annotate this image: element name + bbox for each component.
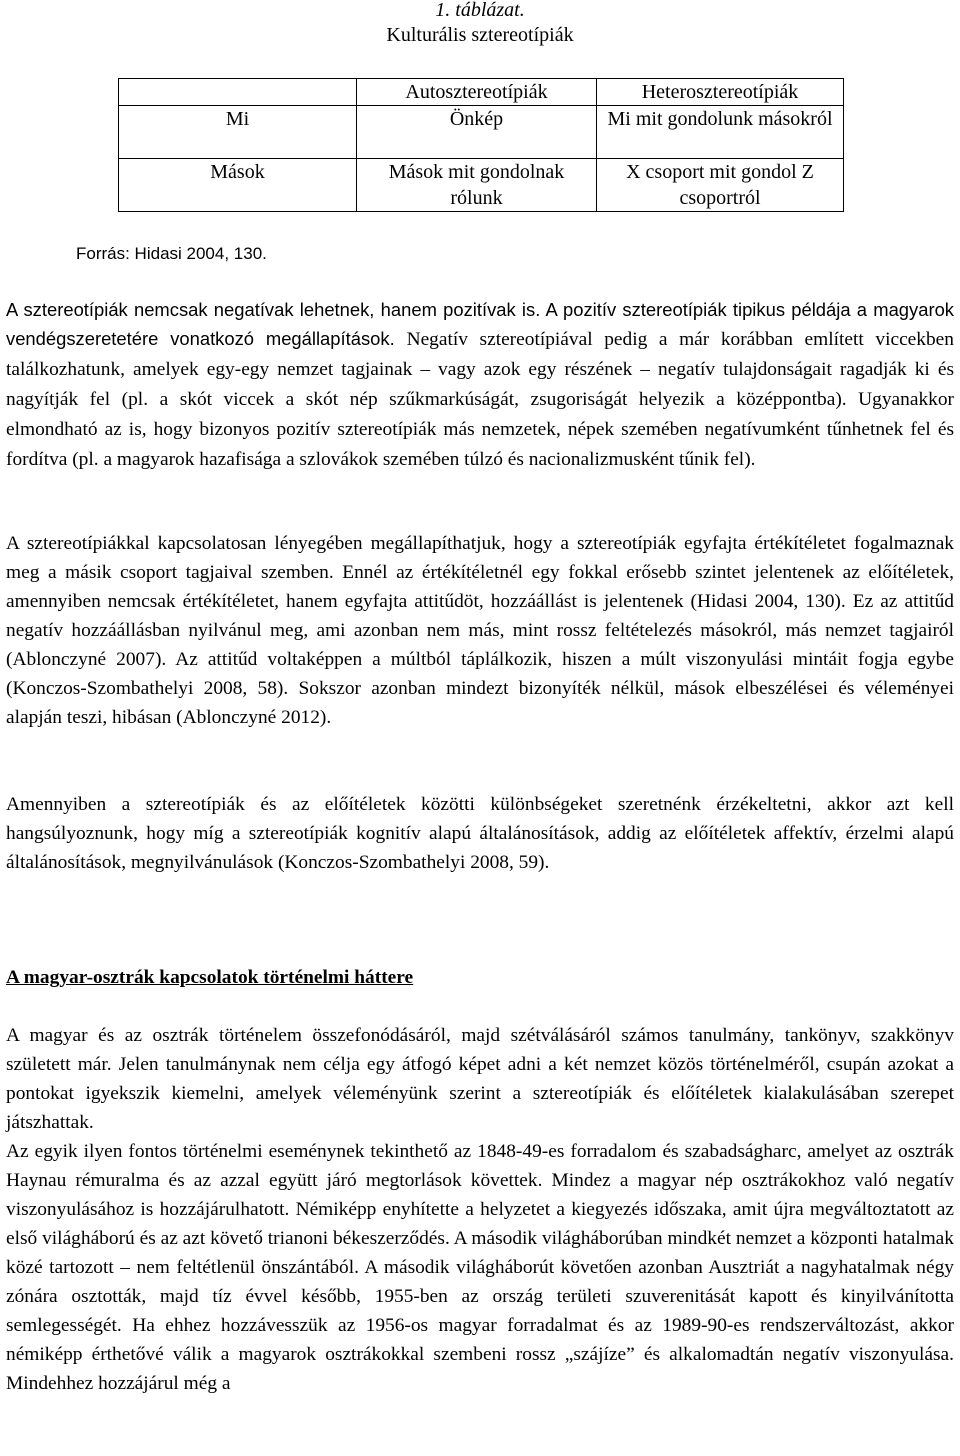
table-cell: Mi mit gondolunk másokról [597,106,844,159]
table-header-row [119,79,844,106]
table-source: Forrás: Hidasi 2004, 130. [76,244,267,263]
table-cell: Mások mit gondolnak rólunk [357,159,597,212]
section-heading: A magyar-osztrák kapcsolatok történelmi háttere [6,967,414,988]
table-row [119,106,844,159]
paragraph-2: A sztereotípiákkal kapcsolatosan lényegében megállapíthatjuk, hogy a sztereotípiák egyfajta értékítéletet fogalmaznak meg a másik csoport tagjaival szemben. Ennél az értékítéletnél egy fokkal erősebb szintet jelentenek az előítéletek, amennyiben nemcsak értékítéletet, hanem egyfajta attitűdöt, hozzáállást is jelentenek (Hidasi 2004, 130). Ez az attitűd negatív hozzáállásban nyilvánul meg, ami azonban nem más, mint rossz feltételezés másokról, más nemzet tagjairól (Ablonczyné 2007). Az attitűd voltaképpen a múltból táplálkozik, hiszen a múlt viszonyulási mintáit fogja egybe (Konczos-Szombathelyi 2008, 58). Sokszor azonban mindezt bizonyíték nélkül, mások elbeszélései és véleményei alapján teszi, hibásan (Ablonczyné 2012). [6,533,954,728]
paragraph-4: A magyar és az osztrák történelem összefonódásáról, majd szétválásáról számos tanulmány, tankönyv, szakkönyv született már. Jelen tanulmánynak nem célja egy átfogó képet adni a két nemzet közös történelméről, csupán azokat a pontokat igyekszik kiemelni, amelyek véleményünk szerint a sztereotípiák és előítéletek kialakulásában szerepet játszhattak. [6,1025,954,1133]
table-row-label: Mások [119,159,357,212]
table-title: Kulturális sztereotípiák [386,24,574,46]
table-header-cell: Heterosztereotípiák [597,79,844,106]
paragraph-5: Az egyik ilyen fontos történelmi eseménynek tekinthető az 1848-49-es forradalom és szabadságharc, amelyet az osztrák Haynau rémuralma és az azzal együtt járó megtorlások követtek. Mindez a magyar nép osztrákokhoz való negatív viszonyulásához is hozzájárulhatott. Némiképp enyhítette a helyzetet a kiegyezés időszaka, amit újra megváltoztatott az első világháború és az azt követő trianoni békeszerződés. A második világháborúban mindkét nemzet a központi hatalmak közé tartozott – nem feltétlenül önszántából. A második világháborút követően azonban Ausztriát a nagyhatalmak négy zónára osztották, majd tíz évvel később, 1955-ben az ország területi szuverenitását kapott és kinyilvánította semlegességét. Ha ehhez hozzávesszük az 1956-os magyar forradalmat és az 1989-90-es rendszerváltozást, akkor némiképp érthetővé válik a magyarok osztrákokkal szembeni rossz „szájíze” és alkalomadtán negatív viszonyulása. Mindehhez hozzájárul még a [6,1141,954,1394]
stereotype-table [118,78,844,212]
table-cell: X csoport mit gondol Z csoportról [597,159,844,212]
table-row [119,159,844,212]
paragraph-1-continuation: Negatív sztereotípiával pedig a már korábban említett viccekben találkozhatunk, amelyek egy-egy nemzet tagjainak – vagy azok egy részének – negatív tulajdonságait ragadják ki és nagyítják fel (pl. a skót viccek a skót nép szűkmarkúságát, zsugoriságát helyezik a középpontba). Ugyanakkor elmondható az is, hogy bizonyos pozitív sztereotípiák más nemzetek, népek szemében negatívumként tűnhetnek fel és fordítva (pl. a magyarok hazafisága a szlovákok szemében túlzó és nacionalizmusként tűnik fel). [6,329,954,470]
paragraph-1-text: A sztereotípiák nemcsak negatívak lehetnek, hanem pozitívak is. A pozitív sztereotípiák tipikus példája a magyarok vendégszeretetére vonatkozó megállapítások. [6,299,954,349]
paragraph-1 [6,295,954,474]
table-cell: Önkép [357,106,597,159]
table-row-label: Mi [119,106,357,159]
table-number: 1. táblázat. [435,0,525,21]
table-header-cell: Autosztereotípiák [357,79,597,106]
table-cell [119,79,357,106]
paragraph-3: Amennyiben a sztereotípiák és az előítéletek közötti különbségeket szeretnénk érzékeltetni, akkor azt kell hangsúlyoznunk, hogy míg a sztereotípiák kognitív alapú általánosítások, addig az előítéletek affektív, érzelmi alapú általánosítások, megnyilvánulások (Konczos-Szombathelyi 2008, 59). [6,794,954,873]
